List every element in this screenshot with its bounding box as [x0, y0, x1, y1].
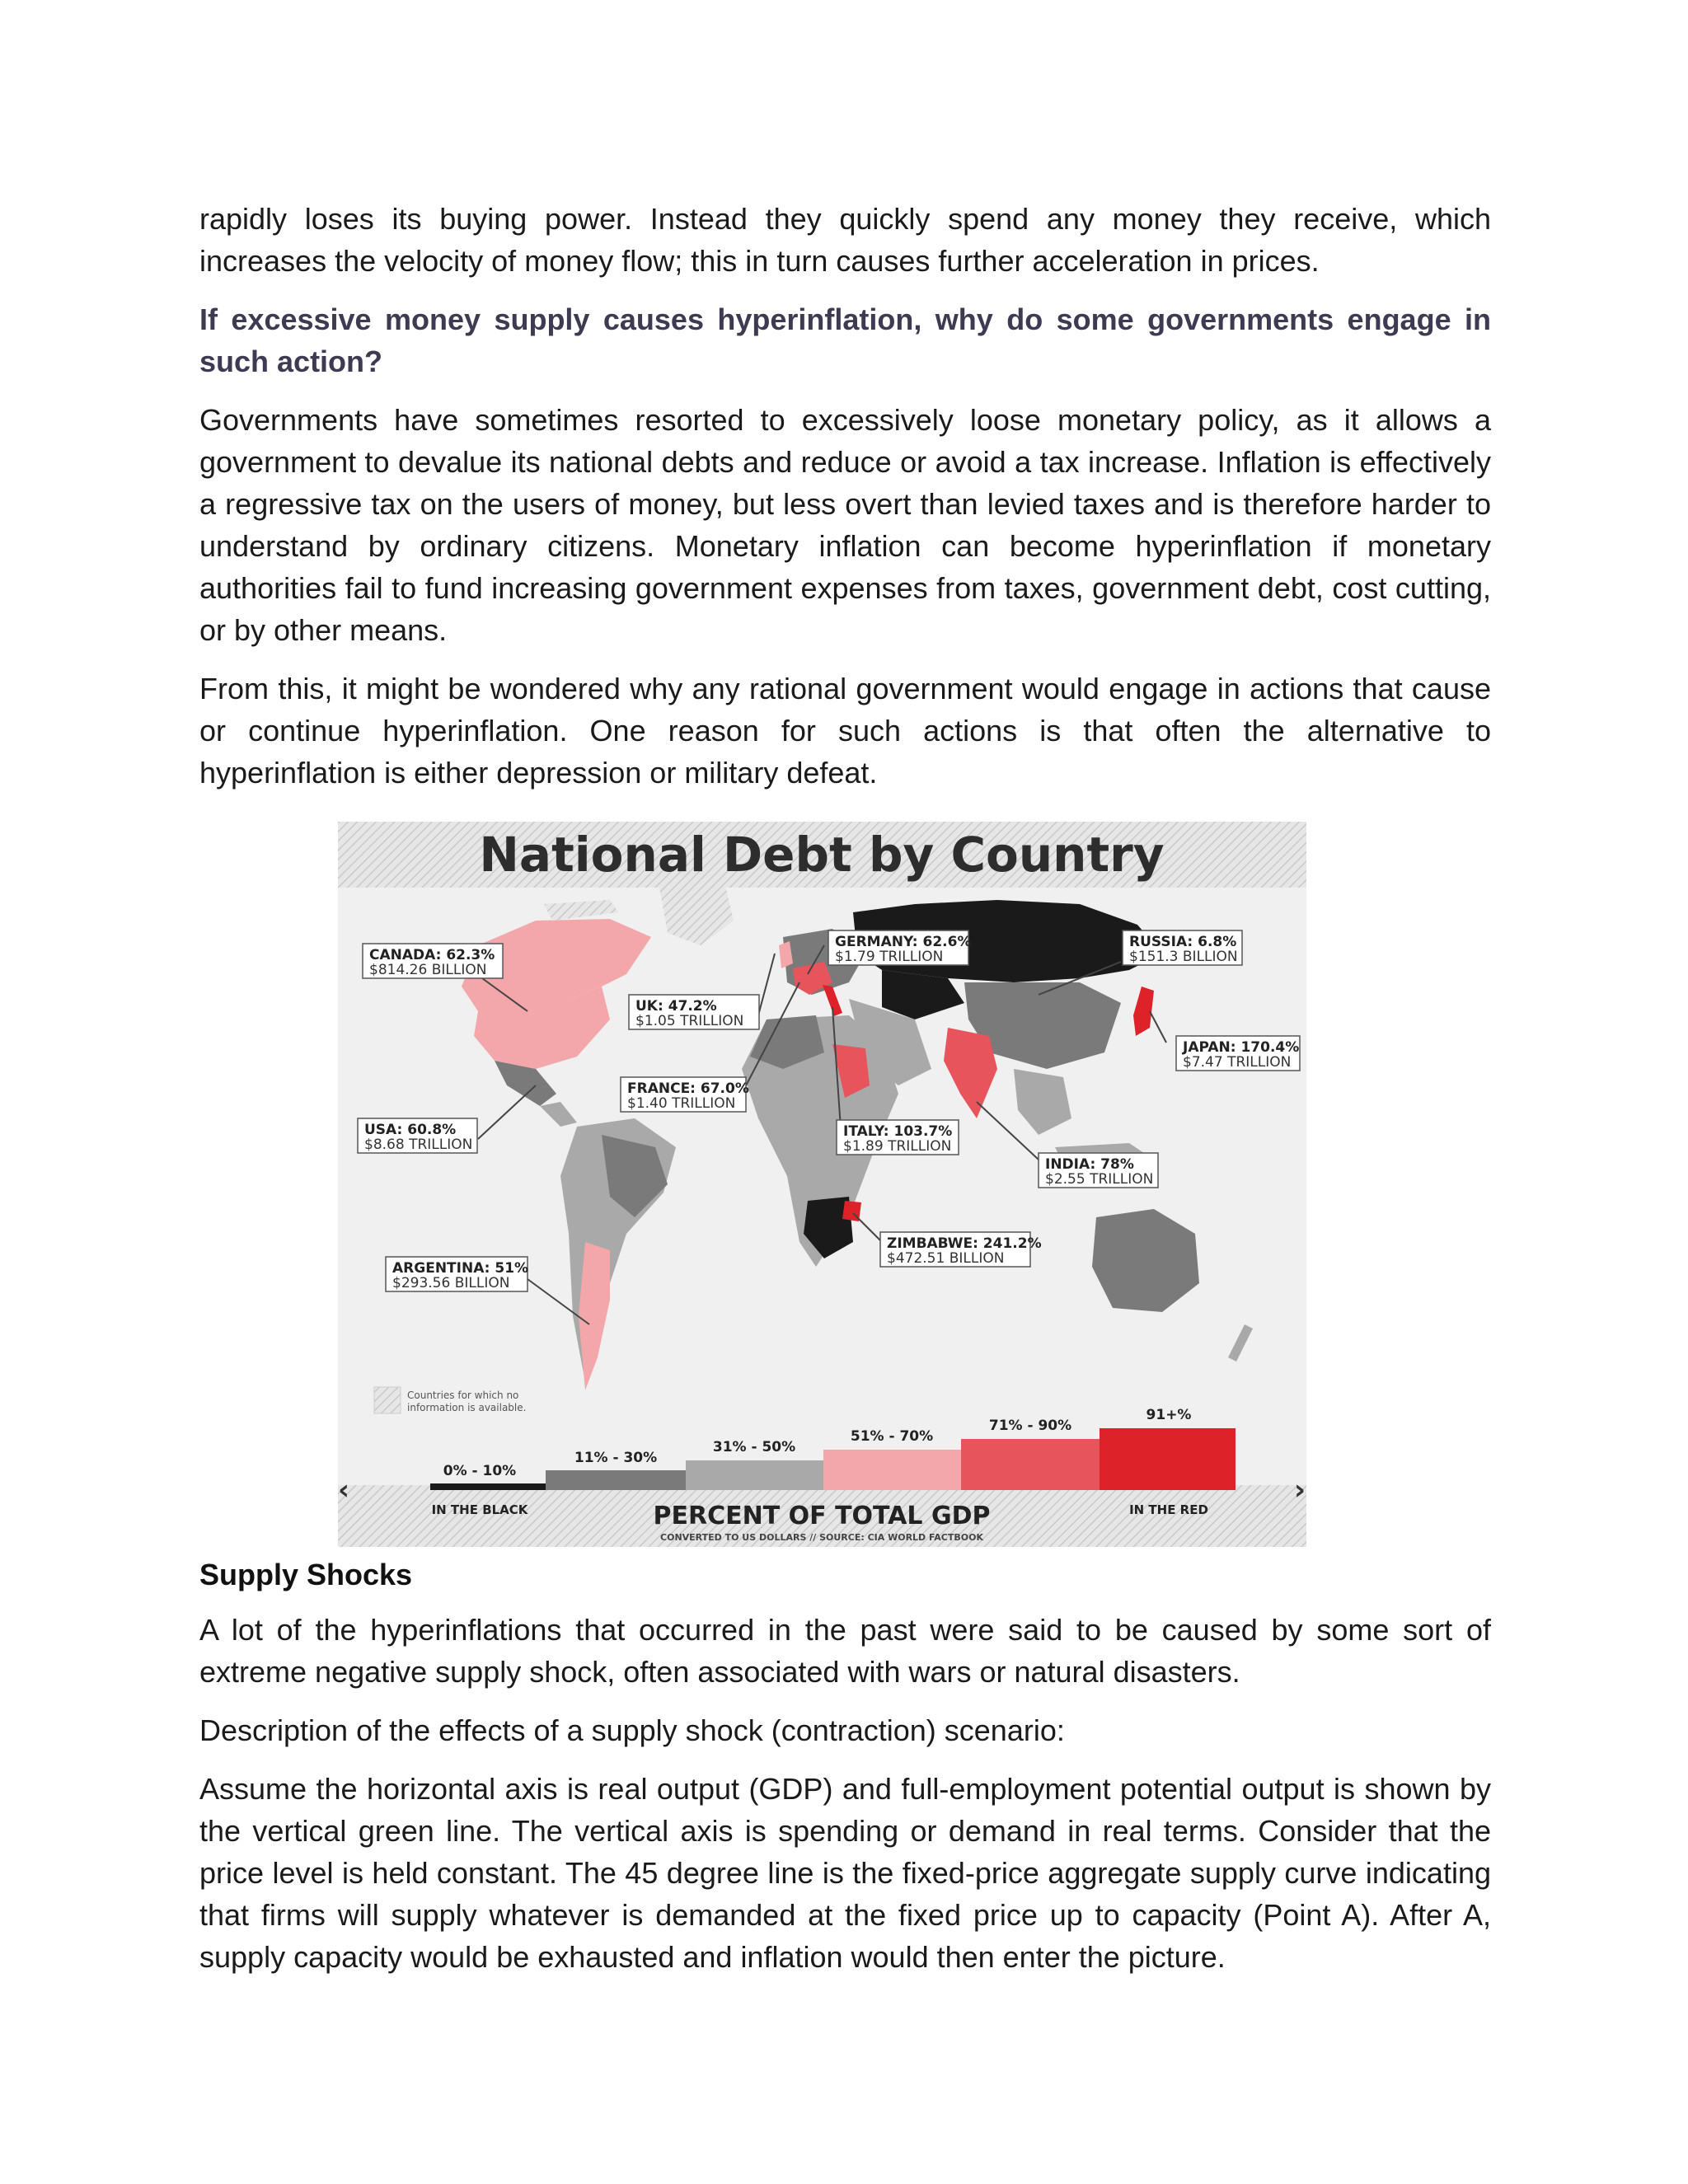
paragraph-velocity: rapidly loses its buying power. Instead they quickly spend any money they receive, which increases the velocity of money flow; this in turn causes further acceleration in prices. [199, 202, 1491, 278]
national-debt-figure [338, 822, 1306, 1547]
svg-text:$1.89 TRILLION: $1.89 TRILLION [843, 1138, 952, 1155]
svg-text:Countries for which no: Countries for which no [407, 1390, 519, 1401]
label-italy [837, 1120, 959, 1155]
label-uk [629, 995, 759, 1029]
svg-text:GERMANY: 62.6%: GERMANY: 62.6% [835, 934, 972, 950]
in-the-red-label: IN THE RED [1129, 1502, 1208, 1517]
label-india [1039, 1153, 1158, 1188]
arrow-right-icon: › [1294, 1474, 1306, 1507]
svg-text:information is available.: information is available. [407, 1402, 527, 1413]
label-usa [358, 1118, 477, 1153]
svg-text:$1.79 TRILLION: $1.79 TRILLION [835, 949, 944, 965]
paragraph-rational-government: From this, it might be wondered why any rational government would engage in actions that cause or continue hyperinflation. One reason for such actions is that often the alternative to hyperinflation is either depression or military defeat. [199, 672, 1491, 790]
svg-text:$1.40 TRILLION: $1.40 TRILLION [627, 1095, 736, 1112]
document-body-lower [199, 1554, 1491, 1978]
svg-text:$8.68 TRILLION: $8.68 TRILLION [364, 1137, 473, 1153]
label-germany [828, 930, 971, 965]
label-canada [363, 944, 503, 978]
svg-text:$2.55 TRILLION: $2.55 TRILLION [1045, 1171, 1154, 1188]
svg-text:ZIMBABWE: 241.2%: ZIMBABWE: 241.2% [887, 1235, 1042, 1252]
svg-text:UK: 47.2%: UK: 47.2% [635, 998, 717, 1015]
document-body [199, 198, 1491, 794]
svg-text:JAPAN: 170.4%: JAPAN: 170.4% [1183, 1039, 1300, 1056]
legend-label-11-30: 11% - 30% [574, 1450, 658, 1466]
paragraph-supply-shocks: A lot of the hyperinflations that occurred in the past were said to be caused by some sort of extreme negative supply shock, often associated with wars or natural disasters. [199, 1613, 1491, 1689]
legend-label-31-50: 31% - 50% [712, 1439, 796, 1455]
legend-band-31-50 [686, 1460, 823, 1490]
svg-text:ARGENTINA: 51%: ARGENTINA: 51% [392, 1260, 529, 1277]
legend-band-11-30 [546, 1470, 686, 1490]
legend-axis-title: PERCENT OF TOTAL GDP [653, 1502, 991, 1530]
arrow-left-icon: ‹ [338, 1474, 350, 1507]
paragraph-governments: Governments have sometimes resorted to excessively loose monetary policy, as it allows a government to devalue its national debts and reduce or avoid a tax increase. Inflation is effectively a regressive tax on the users of money, but less overt than levied taxes and is therefore harder to understand by ordinary citizens. Monetary inflation can become hyperinflation if monetary authorities fail to fund increasing government expenses from taxes, government debt, cost cutting, or by other means. [199, 403, 1491, 647]
legend-band-91-plus [1100, 1428, 1236, 1490]
svg-text:$1.05 TRILLION: $1.05 TRILLION [635, 1013, 744, 1029]
question-heading: If excessive money supply causes hyperinflation, why do some governments engage in such action? [199, 302, 1491, 378]
legend-label-71-90: 71% - 90% [988, 1418, 1072, 1434]
svg-text:FRANCE: 67.0%: FRANCE: 67.0% [627, 1080, 749, 1097]
legend-label-91-plus: 91+% [1146, 1407, 1192, 1423]
legend-source: CONVERTED TO US DOLLARS // SOURCE: CIA WORLD FACTBOOK [660, 1532, 983, 1543]
legend-band-0-10 [430, 1483, 546, 1490]
in-the-black-label: IN THE BLACK [431, 1502, 528, 1517]
legend-label-51-70: 51% - 70% [850, 1428, 934, 1445]
svg-text:CANADA: 62.3%: CANADA: 62.3% [369, 947, 495, 963]
label-argentina [386, 1257, 528, 1291]
legend-band-71-90 [961, 1439, 1100, 1490]
no-info-legend [374, 1387, 526, 1413]
supply-shocks-heading: Supply Shocks [199, 1558, 413, 1591]
label-zimbabwe [880, 1232, 1042, 1267]
svg-text:$472.51 BILLION: $472.51 BILLION [887, 1250, 1005, 1267]
label-russia [1123, 930, 1242, 965]
paragraph-scenario-description: Assume the horizontal axis is real output (GDP) and full-employment potential output is shown by the vertical green line. The vertical axis is spending or demand in real terms. Consider that the price level is held constant. The 45 degree line is the fixed-price aggregate supply curve indicating that firms will supply whatever is demanded at the fixed price up to capacity (Point A). After A, supply capacity would be exhausted and inflation would then enter the picture. [199, 1772, 1491, 1974]
svg-text:$293.56 BILLION: $293.56 BILLION [392, 1275, 510, 1291]
svg-text:RUSSIA: 6.8%: RUSSIA: 6.8% [1129, 934, 1237, 950]
svg-text:$814.26 BILLION: $814.26 BILLION [369, 962, 487, 978]
svg-text:ITALY: 103.7%: ITALY: 103.7% [843, 1123, 953, 1140]
label-japan [1176, 1036, 1300, 1071]
paragraph-scenario-intro: Description of the effects of a supply shock (contraction) scenario: [199, 1713, 1065, 1747]
svg-text:$151.3 BILLION: $151.3 BILLION [1129, 949, 1238, 965]
legend-band-51-70 [823, 1450, 961, 1490]
svg-text:INDIA: 78%: INDIA: 78% [1045, 1156, 1134, 1173]
figure-title: National Debt by Country [479, 827, 1165, 883]
legend-label-0-10: 0% - 10% [443, 1463, 517, 1479]
svg-text:$7.47 TRILLION: $7.47 TRILLION [1183, 1054, 1292, 1071]
svg-text:USA: 60.8%: USA: 60.8% [364, 1122, 457, 1138]
label-france [621, 1077, 749, 1112]
